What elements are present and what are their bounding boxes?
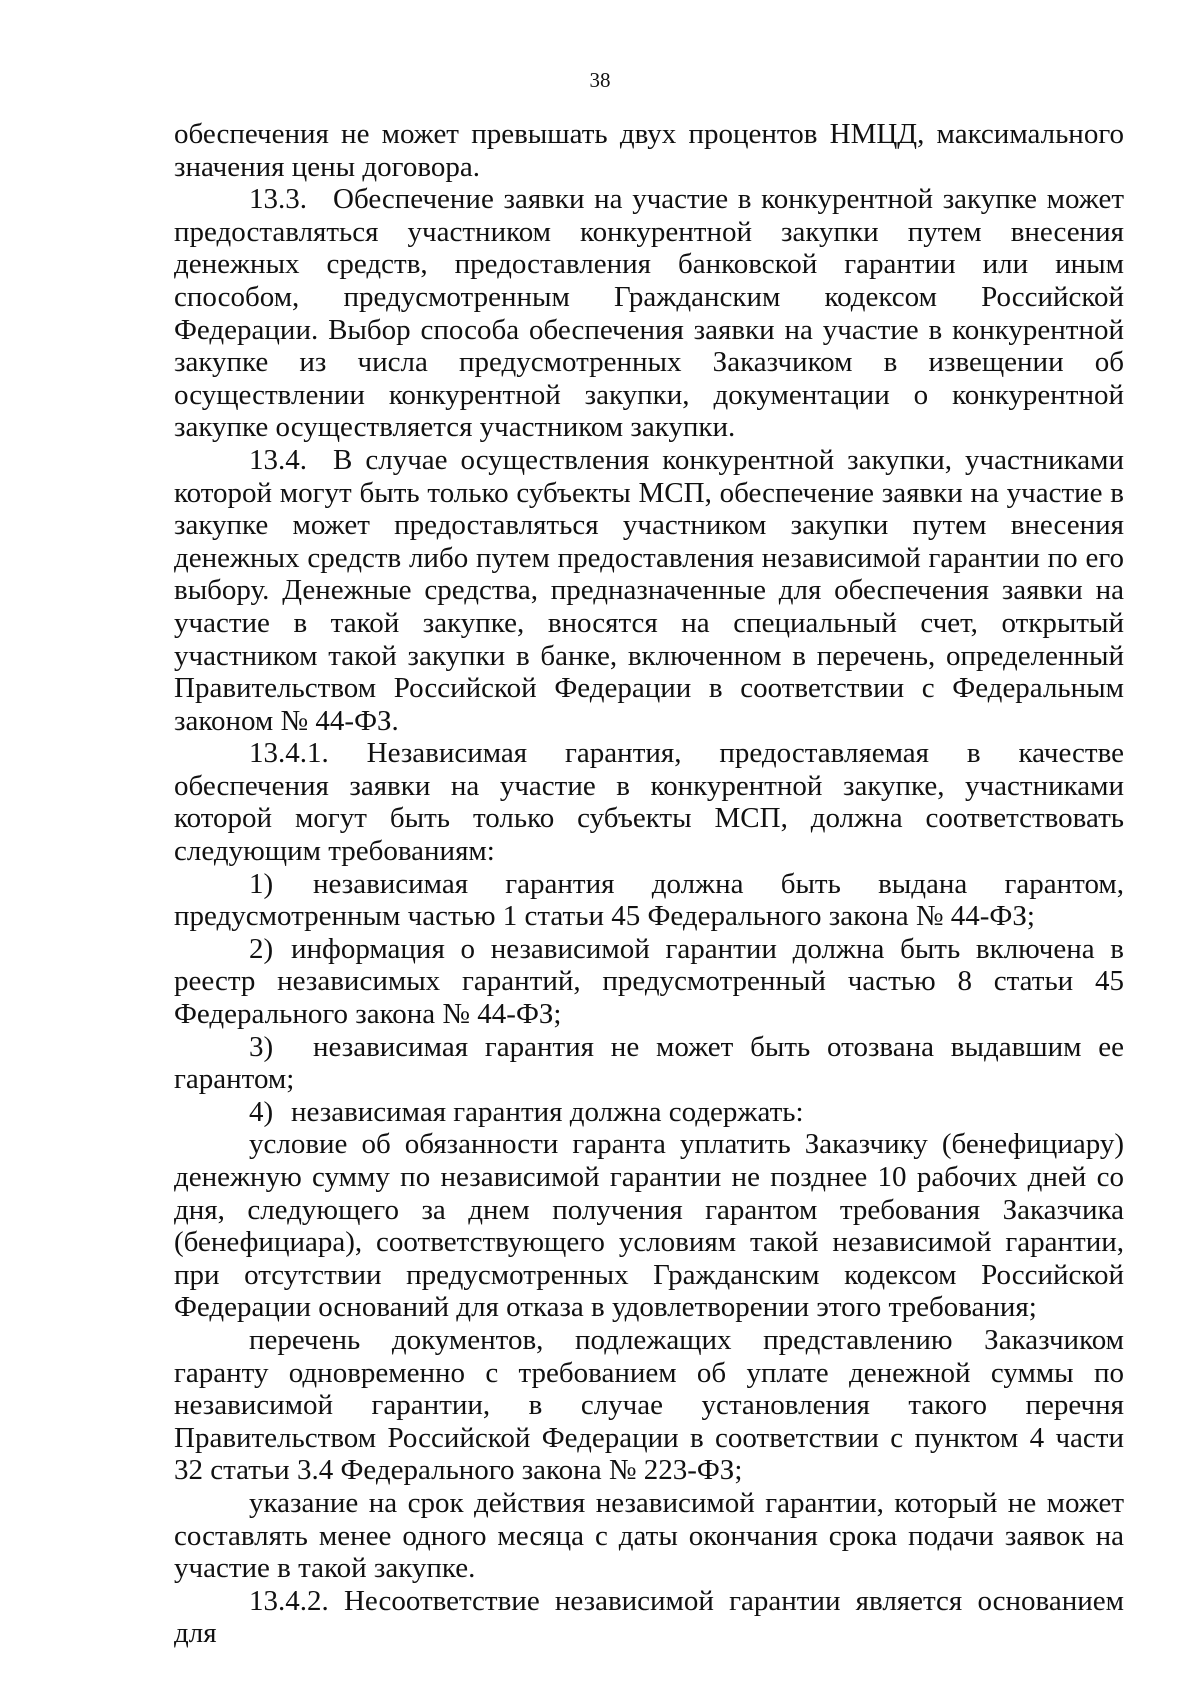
paragraph-text: В случае осуществления конкурентной закупки, участниками которой могут быть только субъекты МСП, обеспечение заявки на участие в закупке может предоставляться участником закупки путем внесения денежных средств либо путем предоставления независимой гарантии по его выбору. Денежные средства, предназначенные для обеспечения заявки на участие в такой закупке, вносятся на специальный счет, открытый участником такой закупки в банке, включенном в перечень, определенный Правительством Российской Федерации в соответствии с Федеральным законом № 44-ФЗ. [174, 443, 1124, 737]
document-body [174, 118, 1124, 1650]
condition-payment-term: условие об обязанности гаранта уплатить Заказчику (бенефициару) денежную сумму по независимой гарантии не позднее 10 рабочих дней со дня, следующего за днем получения гарантом требования Заказчика (бенефициара), соответствующего условиям такой независимой гарантии, при отсутствии предусмотренных Гражданским кодексом Российской Федерации оснований для отказа в удовлетворении этого требования; [174, 1128, 1124, 1324]
page-number: 38 [589, 68, 611, 92]
list-number: 2) [249, 932, 274, 965]
paragraph-13-3 [174, 183, 1124, 444]
list-item-1 [174, 868, 1124, 933]
list-item-2 [174, 933, 1124, 1031]
paragraph-13-4-2: 13.4.2. Несоответствие независимой гарантии является основанием для [174, 1584, 1124, 1650]
paragraph-continuation: обеспечения не может превышать двух процентов НМЦД, максимального значения цены договора. [174, 118, 1124, 183]
list-item-4 [174, 1096, 1124, 1129]
list-text: независимая гарантия должна быть выдана гарантом, предусмотренным частью 1 статьи 45 Федерального закона № 44-ФЗ; [174, 867, 1124, 933]
paragraph-13-4 [174, 444, 1124, 737]
list-item-3 [174, 1031, 1124, 1096]
list-number: 3) [249, 1030, 274, 1063]
condition-validity-period: указание на срок действия независимой гарантии, который не может составлять менее одного месяца с даты окончания срока подачи заявок на участие в такой закупке. [174, 1486, 1124, 1585]
section-number: 13.3. [249, 183, 307, 216]
condition-document-list: перечень документов, подлежащих представлению Заказчиком гаранту одновременно с требованием об уплате денежной суммы по независимой гарантии, в случае установления такого перечня Правительством Российской Федерации в соответствии с пунктом 4 части 32 статьи 3.4 Федерального закона № 223-ФЗ; [174, 1323, 1124, 1487]
list-number: 4) [249, 1095, 274, 1128]
list-text: независимая гарантия не может быть отозвана выдавшим ее гарантом; [174, 1030, 1124, 1096]
paragraph-text: Обеспечение заявки на участие в конкурентной закупке может предоставляться участником конкурентной закупки путем внесения денежных средств, предоставления банковской гарантии или иным способом, предусмотренным Гражданским кодексом Российской Федерации. Выбор способа обеспечения заявки на участие в конкурентной закупке из числа предусмотренных Заказчиком в извещении об осуществлении конкурентной закупки, документации о конкурентной закупке осуществляется участником закупки. [174, 183, 1124, 444]
section-number: 13.4. [249, 443, 307, 476]
list-text: информация о независимой гарантии должна быть включена в реестр независимых гарантий, предусмотренный частью 8 статьи 45 Федерального закона № 44-ФЗ; [174, 932, 1124, 1031]
list-text: независимая гарантия должна содержать: [291, 1095, 804, 1128]
paragraph-13-4-1: 13.4.1. Независимая гарантия, предоставляемая в качестве обеспечения заявки на участие в конкурентной закупке, участниками которой могут быть только субъекты МСП, должна соответствовать следующим требованиям: [174, 737, 1124, 868]
list-number: 1) [249, 867, 274, 900]
